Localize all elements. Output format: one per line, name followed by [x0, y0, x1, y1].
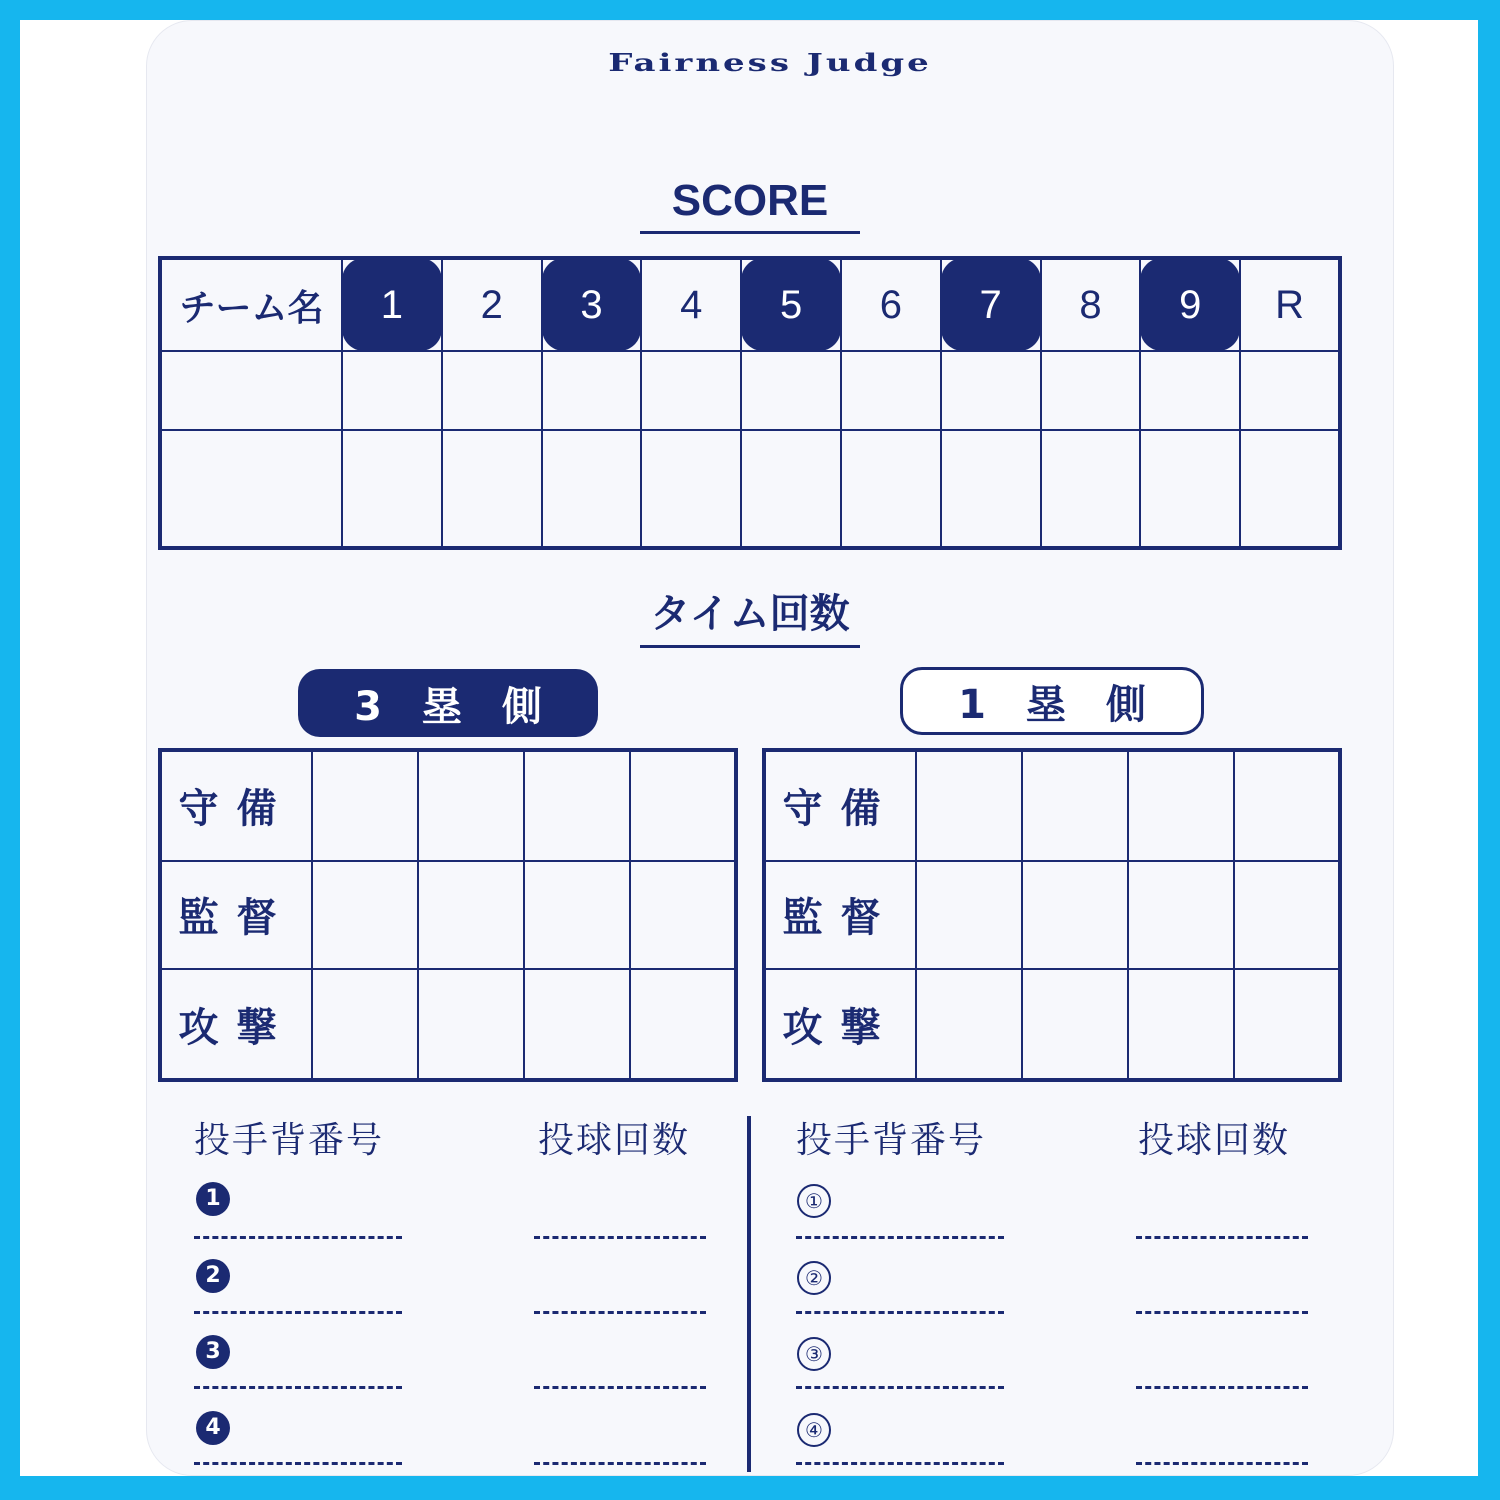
timeout-cell[interactable]	[1128, 750, 1234, 861]
right-pitcher-number-header: 投手背番号	[796, 1120, 987, 1161]
score-cell[interactable]	[342, 351, 442, 430]
inning-8-header: 8	[1041, 258, 1141, 351]
pitcher-section-divider	[747, 1116, 751, 1472]
brand-logo: Fairness Judge	[608, 48, 932, 78]
timeout-cell[interactable]	[630, 969, 736, 1080]
pitch-count-line[interactable]	[1136, 1386, 1308, 1389]
timeout-cell[interactable]	[630, 750, 736, 861]
pitcher-number-line[interactable]	[194, 1311, 402, 1314]
score-cell[interactable]	[542, 351, 642, 430]
pitcher-mark-3: ③	[797, 1337, 831, 1371]
runs-header: R	[1240, 258, 1340, 351]
score-cell[interactable]	[941, 351, 1041, 430]
pitcher-number-line[interactable]	[194, 1236, 402, 1239]
score-cell[interactable]	[841, 430, 941, 548]
timeout-cell[interactable]	[1128, 969, 1234, 1080]
pitcher-number-line[interactable]	[796, 1311, 1004, 1314]
timeout-cell[interactable]	[1022, 969, 1128, 1080]
pitch-count-line[interactable]	[534, 1311, 706, 1314]
inning-9-header: 9	[1140, 258, 1240, 351]
pitch-count-line[interactable]	[534, 1462, 706, 1465]
timeout-cell[interactable]	[312, 969, 418, 1080]
pitch-count-line[interactable]	[1136, 1462, 1308, 1465]
score-cell[interactable]	[342, 430, 442, 548]
pitcher-number-line[interactable]	[194, 1462, 402, 1465]
score-cell[interactable]	[542, 430, 642, 548]
score-cell[interactable]	[941, 430, 1041, 548]
timeout-table-first-base	[762, 748, 1342, 1082]
timeout-cell[interactable]	[418, 861, 524, 970]
score-cell[interactable]	[1041, 351, 1141, 430]
timeout-cell[interactable]	[916, 861, 1022, 970]
score-cell[interactable]	[1041, 430, 1141, 548]
timeout-table-third-base	[158, 748, 738, 1082]
timeout-title: タイム回数	[640, 586, 860, 648]
inning-3-header: 3	[542, 258, 642, 351]
score-cell[interactable]	[442, 351, 542, 430]
timeout-cell[interactable]	[524, 861, 630, 970]
score-cell[interactable]	[1140, 430, 1240, 548]
score-cell[interactable]	[841, 351, 941, 430]
pitcher-mark-1: ①	[797, 1184, 831, 1218]
pitcher-mark-1: 1	[196, 1182, 230, 1216]
timeout-cell[interactable]	[1022, 750, 1128, 861]
inning-1-header: 1	[342, 258, 442, 351]
right-pitch-count-header: 投球回数	[1138, 1120, 1291, 1161]
defense-label: 守備	[764, 750, 916, 861]
timeout-cell[interactable]	[312, 750, 418, 861]
timeout-cell[interactable]	[630, 861, 736, 970]
pitcher-number-line[interactable]	[796, 1386, 1004, 1389]
pitcher-mark-4: ④	[797, 1413, 831, 1447]
score-cell[interactable]	[641, 430, 741, 548]
pitch-count-line[interactable]	[534, 1386, 706, 1389]
first-base-side-label: 1 塁 側	[900, 667, 1204, 735]
pitcher-number-line[interactable]	[194, 1386, 402, 1389]
pitch-count-line[interactable]	[1136, 1236, 1308, 1239]
pitcher-mark-2: 2	[196, 1259, 230, 1293]
inning-5-header: 5	[741, 258, 841, 351]
pitcher-mark-4: 4	[196, 1411, 230, 1445]
team-row	[160, 351, 1340, 430]
timeout-cell[interactable]	[418, 750, 524, 861]
pitcher-mark-2: ②	[797, 1261, 831, 1295]
pitcher-number-line[interactable]	[796, 1236, 1004, 1239]
score-cell[interactable]	[741, 430, 841, 548]
score-cell[interactable]	[442, 430, 542, 548]
timeout-title-underline	[640, 645, 860, 648]
team-name-cell[interactable]	[160, 430, 342, 548]
timeout-cell[interactable]	[1022, 861, 1128, 970]
timeout-row	[764, 750, 1340, 861]
timeout-row	[764, 969, 1340, 1080]
manager-label: 監督	[160, 861, 312, 970]
score-title: SCORE	[640, 172, 860, 234]
left-pitch-count-header: 投球回数	[538, 1120, 691, 1161]
score-table	[158, 256, 1342, 550]
timeout-cell[interactable]	[1234, 861, 1340, 970]
timeout-row	[160, 969, 736, 1080]
score-cell[interactable]	[1140, 351, 1240, 430]
timeout-cell[interactable]	[916, 969, 1022, 1080]
offense-label: 攻撃	[160, 969, 312, 1080]
team-row	[160, 430, 1340, 548]
timeout-cell[interactable]	[312, 861, 418, 970]
timeout-row	[764, 861, 1340, 970]
manager-label: 監督	[764, 861, 916, 970]
timeout-cell[interactable]	[524, 969, 630, 1080]
third-base-side-label: 3 塁 側	[298, 669, 598, 737]
timeout-cell[interactable]	[418, 969, 524, 1080]
pitch-count-line[interactable]	[1136, 1311, 1308, 1314]
pitcher-mark-3: 3	[196, 1335, 230, 1369]
score-header-row	[160, 258, 1340, 351]
defense-label: 守備	[160, 750, 312, 861]
team-name-cell[interactable]	[160, 351, 342, 430]
inning-6-header: 6	[841, 258, 941, 351]
team-name-header: チーム名	[160, 258, 342, 351]
score-title-underline	[640, 231, 860, 234]
runs-cell[interactable]	[1240, 430, 1340, 548]
score-cell[interactable]	[741, 351, 841, 430]
runs-cell[interactable]	[1240, 351, 1340, 430]
timeout-row	[160, 861, 736, 970]
pitch-count-line[interactable]	[534, 1236, 706, 1239]
score-cell[interactable]	[641, 351, 741, 430]
offense-label: 攻撃	[764, 969, 916, 1080]
inning-7-header: 7	[941, 258, 1041, 351]
timeout-cell[interactable]	[1128, 861, 1234, 970]
timeout-cell[interactable]	[916, 750, 1022, 861]
timeout-cell[interactable]	[524, 750, 630, 861]
timeout-row	[160, 750, 736, 861]
left-pitcher-number-header: 投手背番号	[194, 1120, 385, 1161]
timeout-cell[interactable]	[1234, 750, 1340, 861]
pitcher-number-line[interactable]	[796, 1462, 1004, 1465]
inning-4-header: 4	[641, 258, 741, 351]
timeout-cell[interactable]	[1234, 969, 1340, 1080]
inning-2-header: 2	[442, 258, 542, 351]
